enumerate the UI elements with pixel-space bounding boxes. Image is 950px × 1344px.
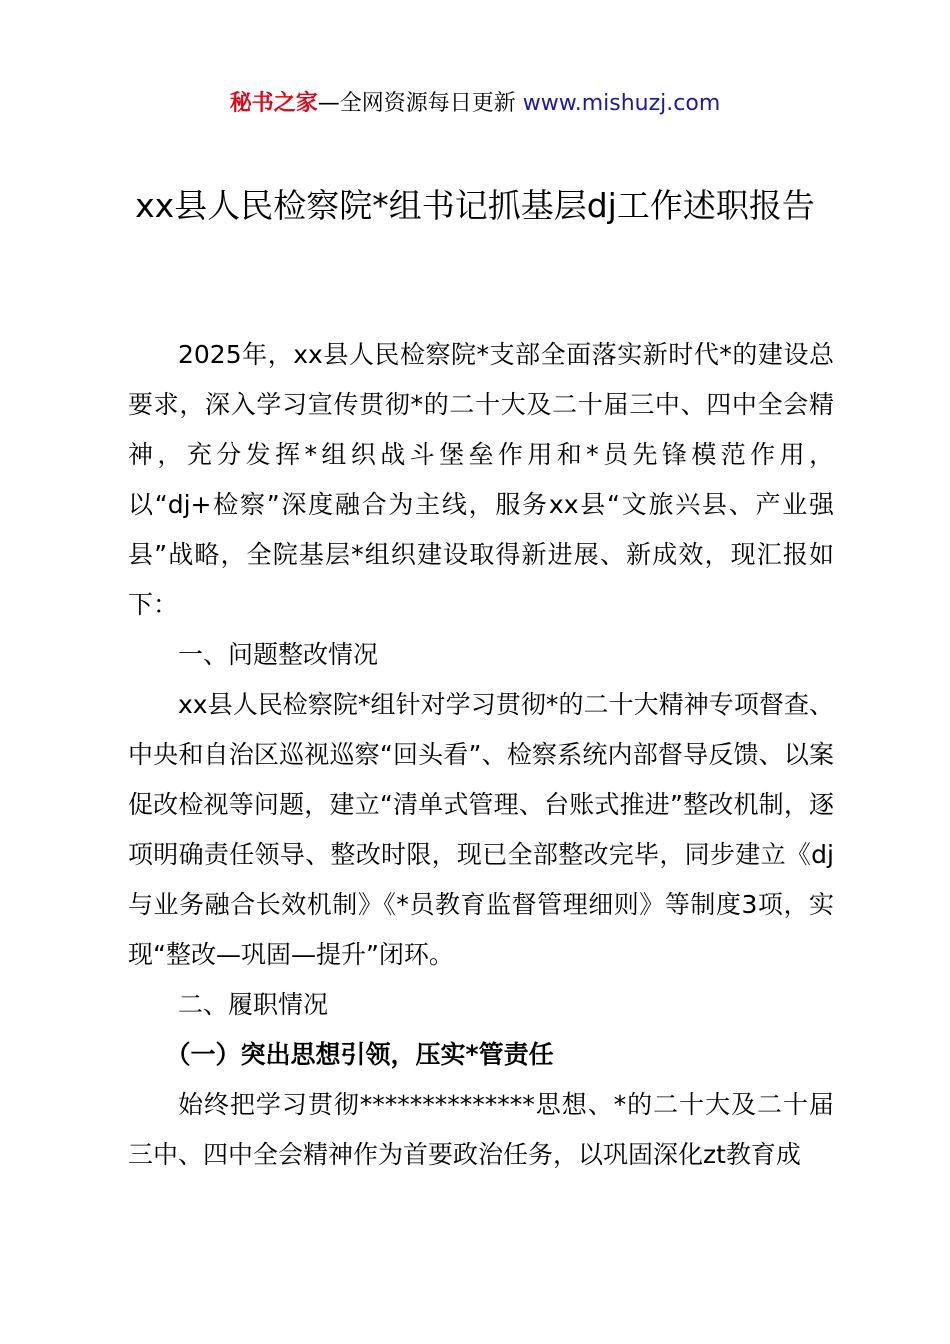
site-url-link[interactable]: www.mishuzj.com — [522, 91, 721, 116]
section-heading-rectification: 一、问题整改情况 — [178, 640, 379, 669]
site-tagline: —全网资源每日更新 — [317, 91, 523, 116]
subsection-heading-ideology: （一）突出思想引领，压实*管责任 — [165, 1040, 554, 1069]
document-body — [128, 330, 834, 1180]
intro-paragraph: 2025年，xx县人民检察院*支部全面落实新时代*的建设总要求，深入学习宣传贯彻*的二十大及二十届三中、四中全会精神，充分发挥*组织战斗堡垒作用和*员先锋模范作用，以“dj+检察”深度融合为主线，服务xx县“文旅兴县、产业强县”战略，全院基层*组织建设取得新进展、新成效，现汇报如下： — [128, 340, 834, 619]
section-heading-duties: 二、履职情况 — [178, 990, 329, 1019]
brand-name: 秘书之家 — [229, 91, 318, 116]
ideology-paragraph: 始终把学习贯彻**************思想、*的二十大及二十届三中、四中全会精神作为首要政治任务，以巩固深化zt教育成 — [128, 1090, 834, 1169]
document-title: xx县人民检察院*组书记抓基层dj工作述职报告 — [135, 186, 815, 225]
rectification-paragraph: xx县人民检察院*组针对学习贯彻*的二十大精神专项督查、中央和自治区巡视巡察“回头看”、检察系统内部督导反馈、以案促改检视等问题，建立“清单式管理、台账式推进”整改机制，逐项明确责任领导、整改时限，现已全部整改完毕，同步建立《dj与业务融合长效机制》《*员教育监督管理细则》等制度3项，实现“整改—巩固—提升”闭环。 — [128, 690, 834, 969]
site-header — [0, 88, 950, 120]
